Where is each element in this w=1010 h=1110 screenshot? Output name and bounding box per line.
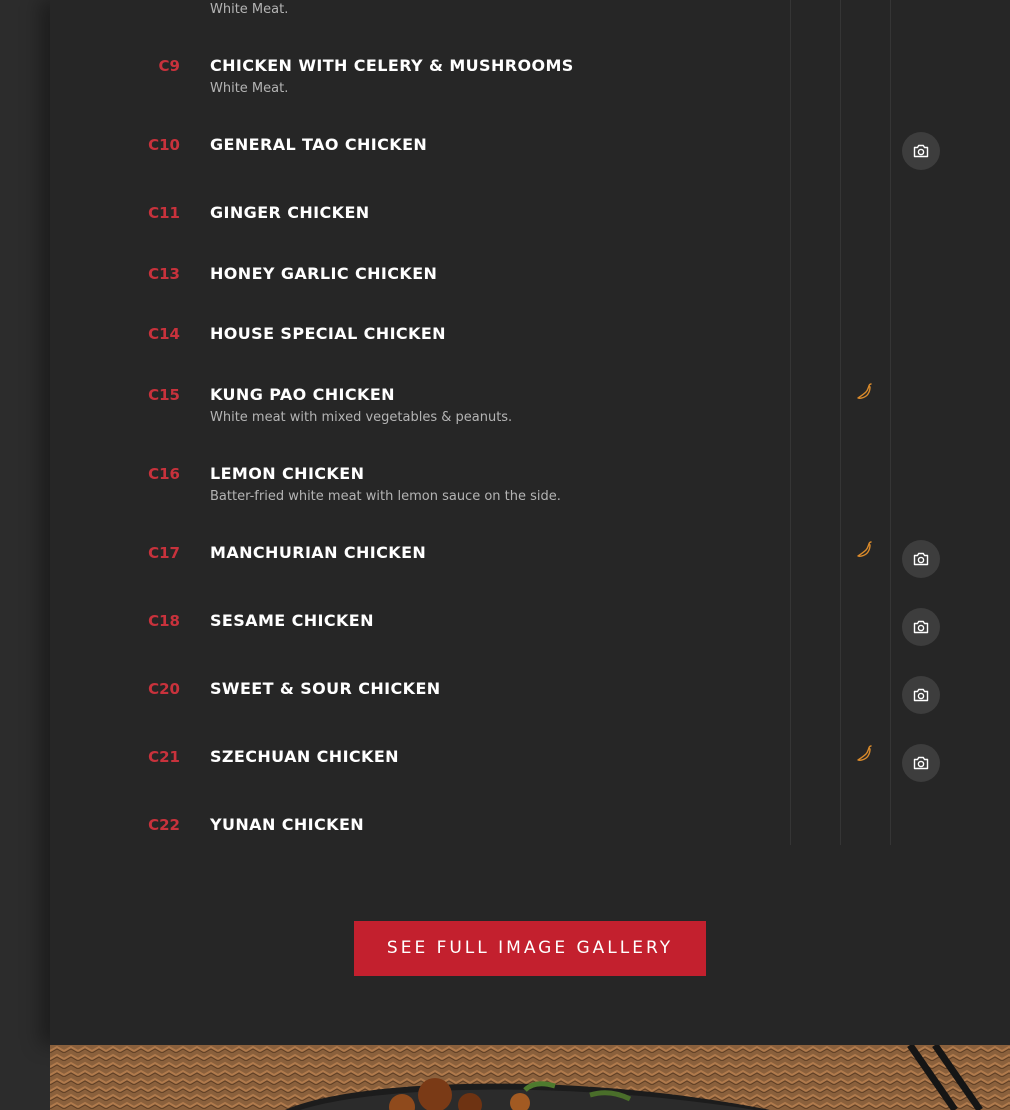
item-code: C11	[148, 204, 180, 222]
column-divider	[790, 0, 791, 845]
see-gallery-button[interactable]: SEE FULL IMAGE GALLERY	[354, 921, 706, 976]
camera-icon[interactable]	[902, 540, 940, 578]
item-code: C9	[158, 57, 180, 75]
item-name: LEMON CHICKEN	[210, 464, 365, 483]
item-code: C18	[148, 612, 180, 630]
item-name: SESAME CHICKEN	[210, 611, 374, 630]
item-name: MANCHURIAN CHICKEN	[210, 543, 427, 562]
item-name: CHICKEN WITH CELERY & MUSHROOMS	[210, 56, 574, 75]
camera-icon[interactable]	[902, 676, 940, 714]
item-code: C17	[148, 544, 180, 562]
item-code: C20	[148, 680, 180, 698]
item-description: Batter-fried white meat with lemon sauce on the side.	[210, 489, 561, 504]
camera-icon[interactable]	[902, 744, 940, 782]
item-name: HONEY GARLIC CHICKEN	[210, 264, 438, 283]
item-name: SWEET & SOUR CHICKEN	[210, 679, 441, 698]
item-code: C16	[148, 465, 180, 483]
item-code: C10	[148, 136, 180, 154]
item-description: White Meat.	[210, 2, 289, 17]
left-edge-panel	[0, 0, 50, 1110]
menu-section	[50, 0, 1010, 1045]
item-name: YUNAN CHICKEN	[210, 815, 365, 834]
item-code: C21	[148, 748, 180, 766]
item-name: GINGER CHICKEN	[210, 203, 370, 222]
camera-icon[interactable]	[902, 608, 940, 646]
camera-icon[interactable]	[902, 132, 940, 170]
item-code: C22	[148, 816, 180, 834]
chili-pepper-icon	[856, 745, 874, 763]
item-name: SZECHUAN CHICKEN	[210, 747, 399, 766]
item-code: C15	[148, 386, 180, 404]
item-name: GENERAL TAO CHICKEN	[210, 135, 428, 154]
column-divider	[890, 0, 891, 845]
item-description: White meat with mixed vegetables & peanuts.	[210, 410, 513, 425]
chili-pepper-icon	[856, 383, 874, 401]
item-code: C14	[148, 325, 180, 343]
column-divider	[840, 0, 841, 845]
item-code: C13	[148, 265, 180, 283]
item-description: White Meat.	[210, 81, 289, 96]
item-name: KUNG PAO CHICKEN	[210, 385, 395, 404]
item-name: HOUSE SPECIAL CHICKEN	[210, 324, 446, 343]
chili-pepper-icon	[856, 541, 874, 559]
food-photo	[50, 1045, 1010, 1110]
